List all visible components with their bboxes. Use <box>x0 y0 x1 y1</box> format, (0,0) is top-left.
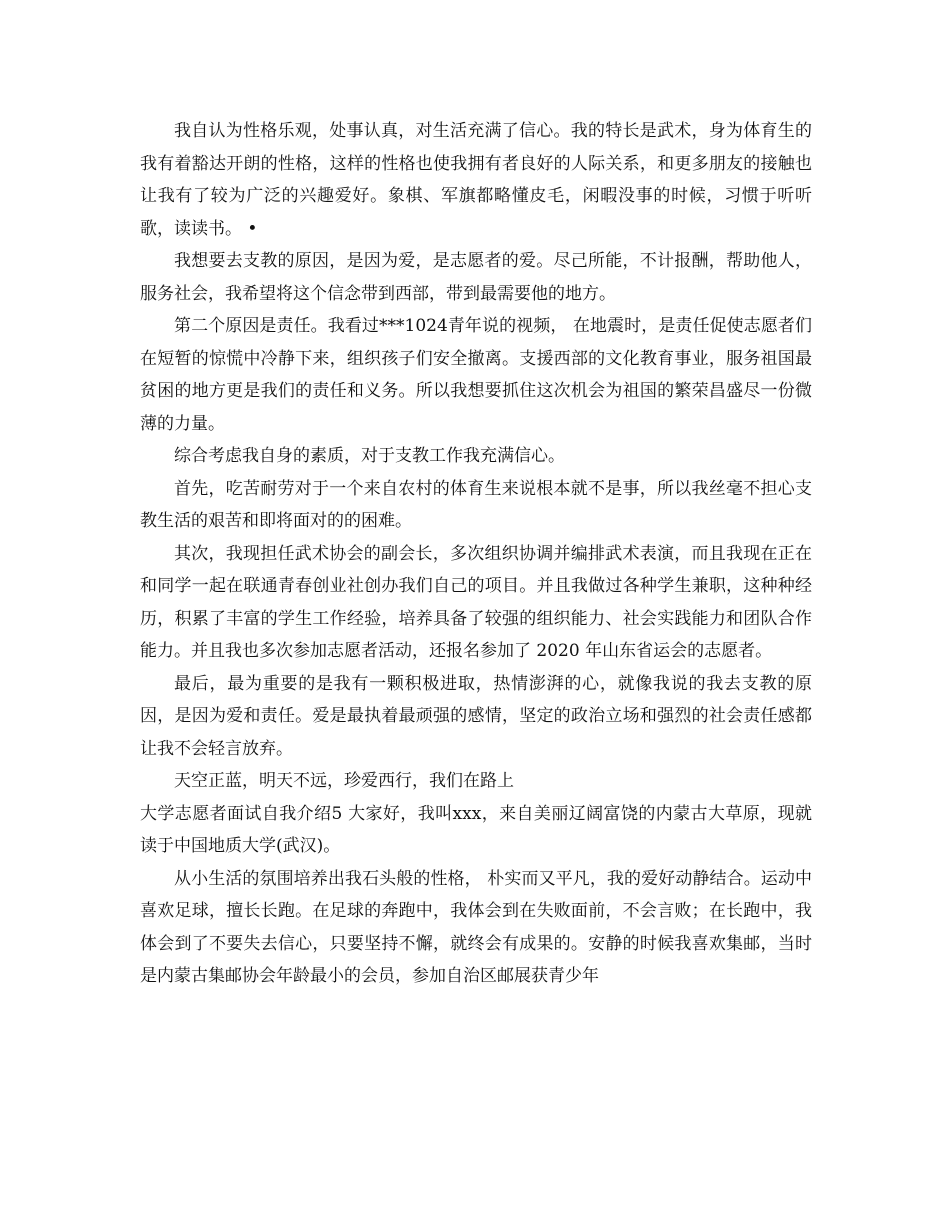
paragraph-first: 首先，吃苦耐劳对于一个来自农村的体育生来说根本就不是事，所以我丝毫不担心支教生活的艰苦和即将面对的的困难。 <box>140 478 812 531</box>
paragraph-second: 其次，我现担任武术协会的副会长，多次组织协调并编排武术表演，而且我现在正在和同学一起在联通青春创业社创办我们自己的项目。并且我做过各种学生兼职，这种种经历，积累了丰富的学生工作经验，培养具备了较强的组织能力、社会实践能力和团队合作能力。并且我也多次参加志愿者活动，还报名参加了 2020 年山东省运会的志愿者。 <box>140 543 812 661</box>
paragraph-confidence: 综合考虑我自身的素质，对于支教工作我充满信心。 <box>174 446 565 466</box>
paragraph-last: 最后，最为重要的是我有一颗积极进取，热情澎湃的心，就像我说的我去支教的原因，是因为爱和责任。爱是最执着最顽强的感情，坚定的政治立场和强烈的社会责任感都让我不会轻言放弃。 <box>140 673 812 759</box>
paragraph-reason-love: 我想要去支教的原因，是因为爱，是志愿者的爱。尽己所能，不计报酬，帮助他人，服务社会，我希望将这个信念带到西部，带到最需要他的地方。 <box>140 251 812 304</box>
paragraph-personality: 我自认为性格乐观，处事认真，对生活充满了信心。我的特长是武术，身为体育生的我有着豁达开朗的性格，这样的性格也使我拥有者良好的人际关系，和更多朋友的接触也让我有了较为广泛的兴趣爱好。象棋、军旗都略懂皮毛，闲暇没事的时候，习惯于听听歌，读读书。 • <box>140 121 812 239</box>
paragraph-slogan: 天空正蓝，明天不远，珍爱西行，我们在路上 <box>174 771 514 791</box>
paragraph-reason-responsibility: 第二个原因是责任。我看过***1024青年说的视频， 在地震时，是责任促使志愿者们在短暂的惊慌中冷静下来，组织孩子们安全撤离。支援西部的文化教育事业，服务祖国最贫困的地方更是我们的责任和义务。所以我想要抓住这次机会为祖国的繁荣昌盛尽一份微薄的力量。 <box>140 316 812 434</box>
section-heading-line: 大学志愿者面试自我介绍5 大家好，我叫xxx，来自美丽辽阔富饶的内蒙古大草原，现就读于中国地质大学(武汉)。 <box>140 803 812 856</box>
document-page <box>140 115 812 993</box>
paragraph-hobbies: 从小生活的氛围培养出我石头般的性格， 朴实而又平凡，我的爱好动静结合。运动中喜欢足球，擅长长跑。在足球的奔跑中，我体会到在失败面前，不会言败；在长跑中，我体会到了不要失去信心，只要坚持不懈，就终会有成果的。安静的时候我喜欢集邮，当时是内蒙古集邮协会年龄最小的会员，参加自治区邮展获青少年 <box>140 868 812 986</box>
